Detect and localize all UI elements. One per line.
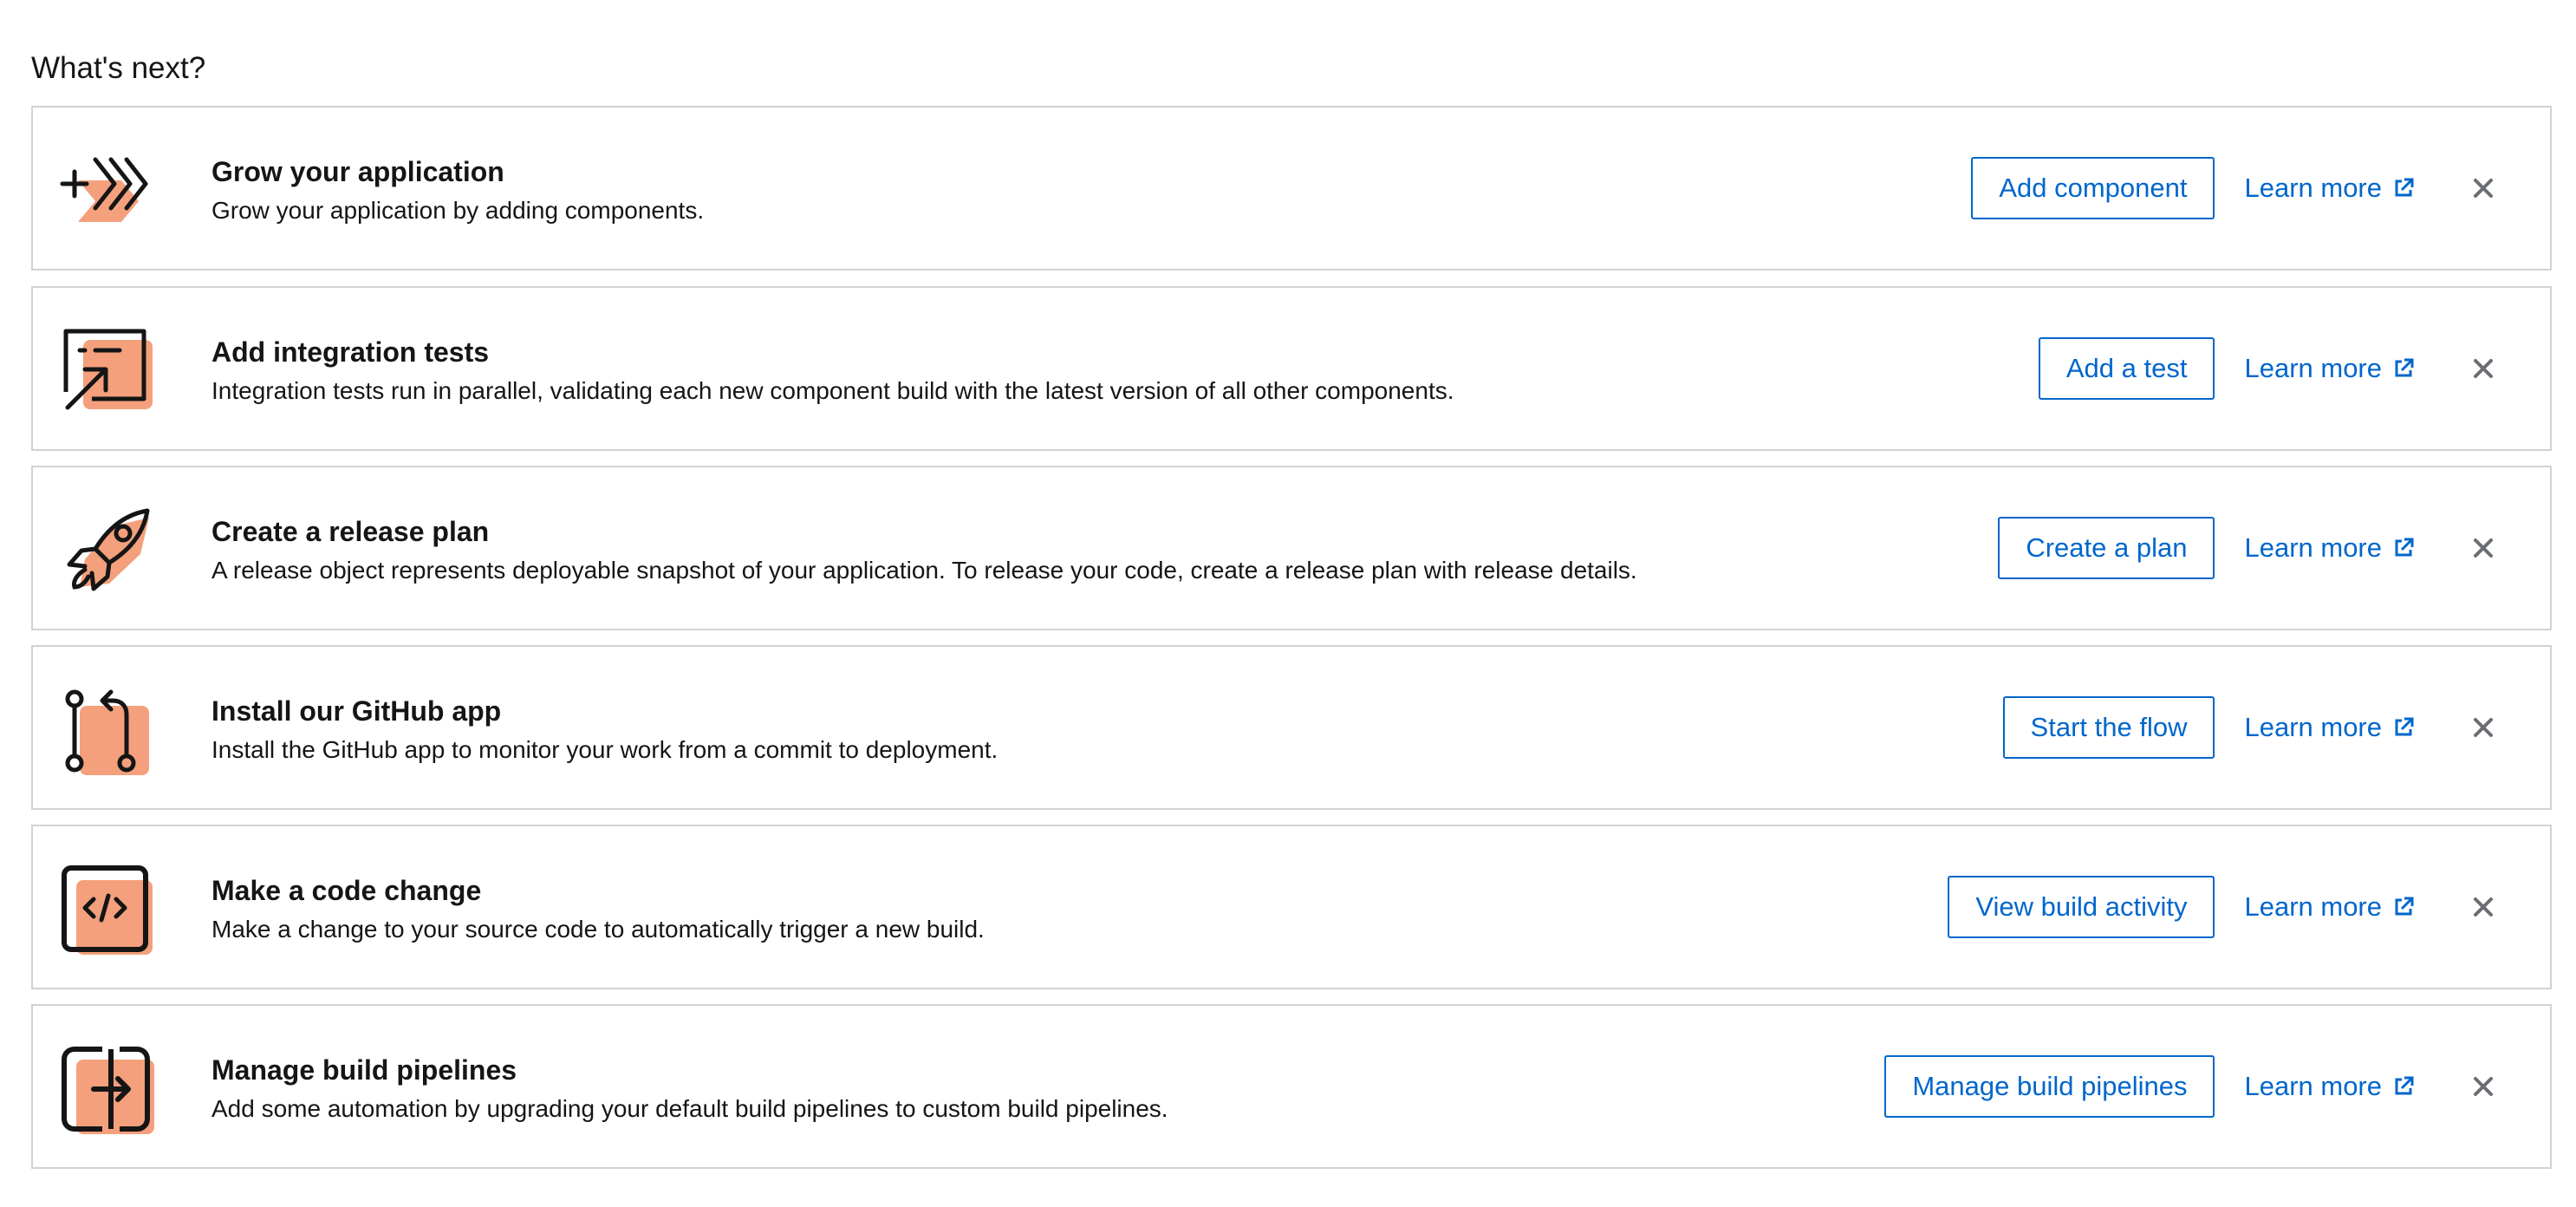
external-link-icon bbox=[2392, 1075, 2415, 1098]
pull-request-icon bbox=[59, 685, 163, 775]
external-link-icon bbox=[2392, 357, 2415, 380]
card-description: Integration tests run in parallel, validating each new component build with the latest version of all other components. bbox=[211, 377, 1454, 404]
card-description: Install the GitHub app to monitor your work from a commit to deployment. bbox=[211, 736, 999, 763]
close-icon[interactable] bbox=[2470, 356, 2496, 382]
grow-application-icon bbox=[59, 146, 163, 236]
card-release-plan bbox=[31, 466, 2552, 630]
close-icon[interactable] bbox=[2470, 175, 2496, 201]
card-description: Grow your application by adding components. bbox=[211, 197, 705, 224]
learn-more-label: Learn more bbox=[2244, 891, 2382, 922]
card-title: Manage build pipelines bbox=[211, 1054, 517, 1086]
learn-more-label: Learn more bbox=[2244, 532, 2382, 563]
card-build-pipelines bbox=[31, 1004, 2552, 1169]
card-description: Add some automation by upgrading your default build pipelines to custom build pipelines. bbox=[211, 1095, 1168, 1122]
learn-more-label: Learn more bbox=[2244, 712, 2382, 742]
rocket-icon bbox=[59, 506, 163, 596]
external-link-icon bbox=[2392, 716, 2415, 739]
card-title: Install our GitHub app bbox=[211, 695, 502, 727]
learn-more-label: Learn more bbox=[2244, 1071, 2382, 1101]
close-icon[interactable] bbox=[2470, 714, 2496, 741]
learn-more-link[interactable] bbox=[2244, 353, 2415, 384]
learn-more-link[interactable] bbox=[2244, 712, 2415, 743]
section-title: What's next? bbox=[31, 51, 206, 85]
card-title: Create a release plan bbox=[211, 516, 490, 547]
card-github-app bbox=[31, 645, 2552, 810]
integration-tests-icon bbox=[59, 326, 163, 416]
card-description: Make a change to your source code to automatically trigger a new build. bbox=[211, 916, 985, 943]
create-plan-button[interactable]: Create a plan bbox=[1998, 517, 2215, 579]
view-build-activity-button[interactable]: View build activity bbox=[1948, 876, 2215, 938]
card-title: Add integration tests bbox=[211, 336, 490, 368]
external-link-icon bbox=[2392, 537, 2415, 559]
external-link-icon bbox=[2392, 177, 2415, 199]
close-icon[interactable] bbox=[2470, 894, 2496, 920]
close-icon[interactable] bbox=[2470, 1073, 2496, 1099]
add-test-button[interactable]: Add a test bbox=[2039, 337, 2215, 400]
card-title: Make a code change bbox=[211, 875, 482, 906]
learn-more-link[interactable] bbox=[2244, 173, 2415, 204]
card-integration-tests bbox=[31, 286, 2552, 451]
pipeline-icon bbox=[59, 1044, 163, 1134]
external-link-icon bbox=[2392, 896, 2415, 918]
card-title: Grow your application bbox=[211, 156, 504, 187]
card-description: A release object represents deployable snapshot of your application. To release your code, create a release plan with release details. bbox=[211, 557, 1637, 584]
learn-more-link[interactable] bbox=[2244, 1071, 2415, 1102]
card-code-change bbox=[31, 825, 2552, 989]
start-flow-button[interactable]: Start the flow bbox=[2003, 696, 2215, 759]
manage-build-pipelines-button[interactable]: Manage build pipelines bbox=[1884, 1055, 2215, 1118]
learn-more-link[interactable] bbox=[2244, 891, 2415, 923]
card-grow-application bbox=[31, 106, 2552, 271]
learn-more-link[interactable] bbox=[2244, 532, 2415, 564]
code-icon bbox=[59, 864, 163, 955]
learn-more-label: Learn more bbox=[2244, 353, 2382, 383]
add-component-button[interactable]: Add component bbox=[1971, 157, 2215, 219]
close-icon[interactable] bbox=[2470, 535, 2496, 561]
learn-more-label: Learn more bbox=[2244, 173, 2382, 203]
